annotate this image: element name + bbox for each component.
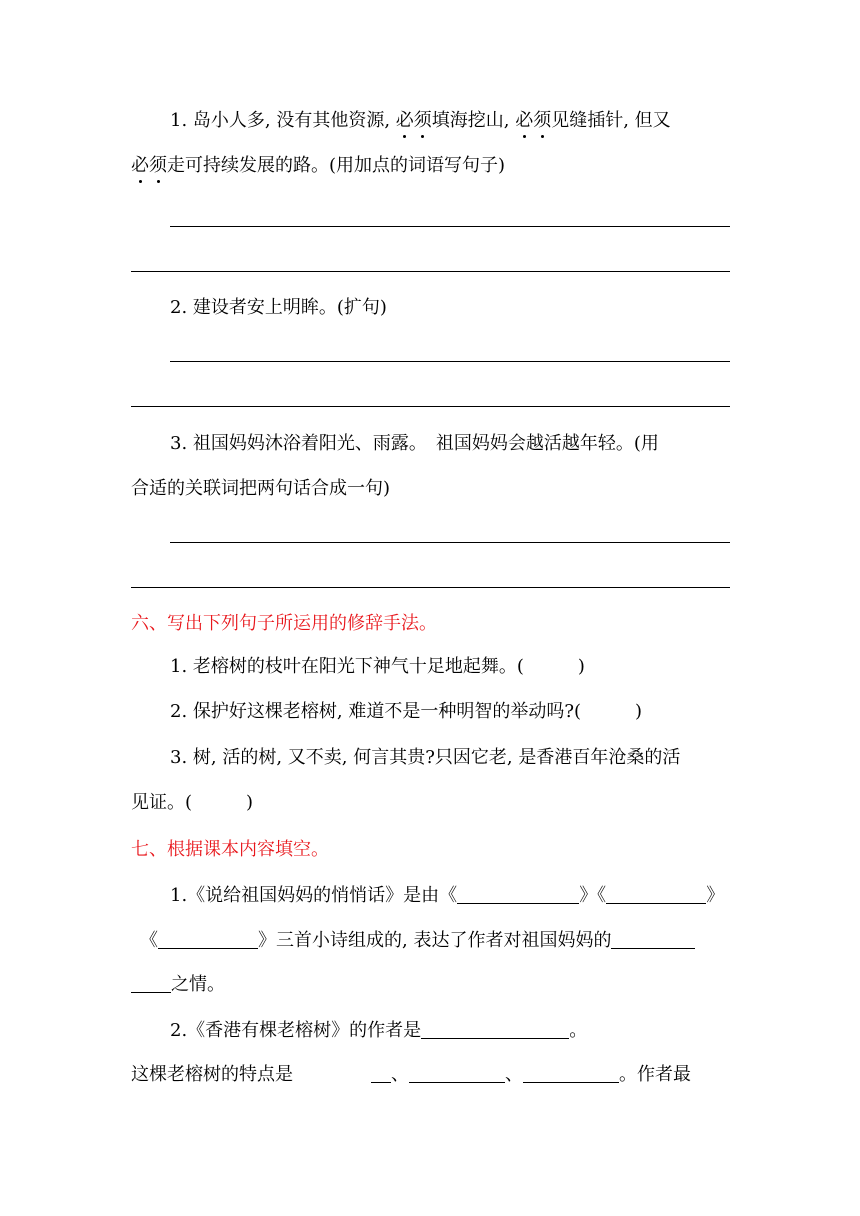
dotted-char: 必 <box>515 110 534 131</box>
blank[interactable] <box>131 974 171 993</box>
q7-item2-text-a: 2.《香港有棵老榕树》的作者是 <box>170 1020 422 1041</box>
blank[interactable] <box>371 1064 391 1083</box>
q7-item1-text-e: 》三首小诗组成的, 表达了作者对祖国妈妈的 <box>258 930 612 951</box>
q6-item3-line1: 3. 树, 活的树, 又不卖, 何言其贵?只因它老, 是香港百年沧桑的活 <box>170 747 681 768</box>
dotted-char: 必 <box>131 155 149 176</box>
blank[interactable] <box>523 1064 619 1083</box>
answer-line[interactable] <box>131 406 730 407</box>
blank[interactable] <box>409 1064 505 1083</box>
section-6-heading: 六、写出下列句子所运用的修辞手法。 <box>131 613 437 634</box>
q5-item1-line2 <box>131 154 505 178</box>
blank[interactable] <box>158 930 258 949</box>
q7-item1-text-d: 《 <box>140 930 158 951</box>
q7-item2-text-f: 。作者最 <box>619 1064 691 1085</box>
q5-item3-line1: 3. 祖国妈妈沐浴着阳光、雨露。 祖国妈妈会越活越年轻。(用 <box>170 433 659 454</box>
q5-item2: 2. 建设者安上明眸。(扩句) <box>170 297 387 318</box>
q6-item2: 2. 保护好这棵老榕树, 难道不是一种明智的举动吗?( ) <box>170 701 643 722</box>
blank[interactable] <box>606 885 706 904</box>
q5-item1-text-b: 填海挖山, <box>431 110 516 131</box>
q5-item1-line1 <box>170 109 671 133</box>
q6-item3-line2: 见证。( ) <box>131 792 254 813</box>
dotted-char: 须 <box>149 155 167 176</box>
blank[interactable] <box>421 1020 569 1039</box>
q7-item1-line1 <box>170 884 724 908</box>
answer-line[interactable] <box>170 226 730 227</box>
q7-item2-text-b: 。 <box>569 1020 588 1041</box>
q7-item2-text-d: 、 <box>391 1064 409 1085</box>
blank[interactable] <box>611 930 695 949</box>
dotted-char: 须 <box>533 110 552 131</box>
answer-line[interactable] <box>170 361 730 362</box>
dotted-char: 必 <box>395 110 414 131</box>
answer-line[interactable] <box>131 271 730 272</box>
q7-item1-text-b: 》《 <box>579 885 607 906</box>
q7-item1-text-f: 之情。 <box>171 974 225 995</box>
q6-item1: 1. 老榕树的枝叶在阳光下神气十足地起舞。( ) <box>170 656 585 677</box>
answer-line[interactable] <box>131 587 730 588</box>
q7-item1-text-c: 》 <box>706 885 725 906</box>
q7-item2-line2 <box>131 1063 691 1087</box>
dotted-char: 须 <box>413 110 432 131</box>
q7-item2-text-c: 这棵老榕树的特点是 <box>131 1064 293 1085</box>
q5-item1-text-c: 见缝插针, 但又 <box>551 110 671 131</box>
q7-item1-line3 <box>131 973 225 997</box>
q7-item1-text-a: 1.《说给祖国妈妈的悄悄话》是由《 <box>170 885 458 906</box>
q5-item1-text-d: 走可持续发展的路。(用加点的词语写句子) <box>167 155 506 176</box>
q7-item2-text-e: 、 <box>505 1064 523 1085</box>
q7-item2-line1 <box>170 1019 587 1043</box>
section-7-heading: 七、根据课本内容填空。 <box>131 839 329 860</box>
q7-item1-line2 <box>140 929 695 953</box>
blank[interactable] <box>457 885 579 904</box>
answer-line[interactable] <box>170 542 730 543</box>
q5-item1-text-a: 1. 岛小人多, 没有其他资源, <box>170 110 396 131</box>
q5-item3-line2: 合适的关联词把两句话合成一句) <box>131 478 391 499</box>
